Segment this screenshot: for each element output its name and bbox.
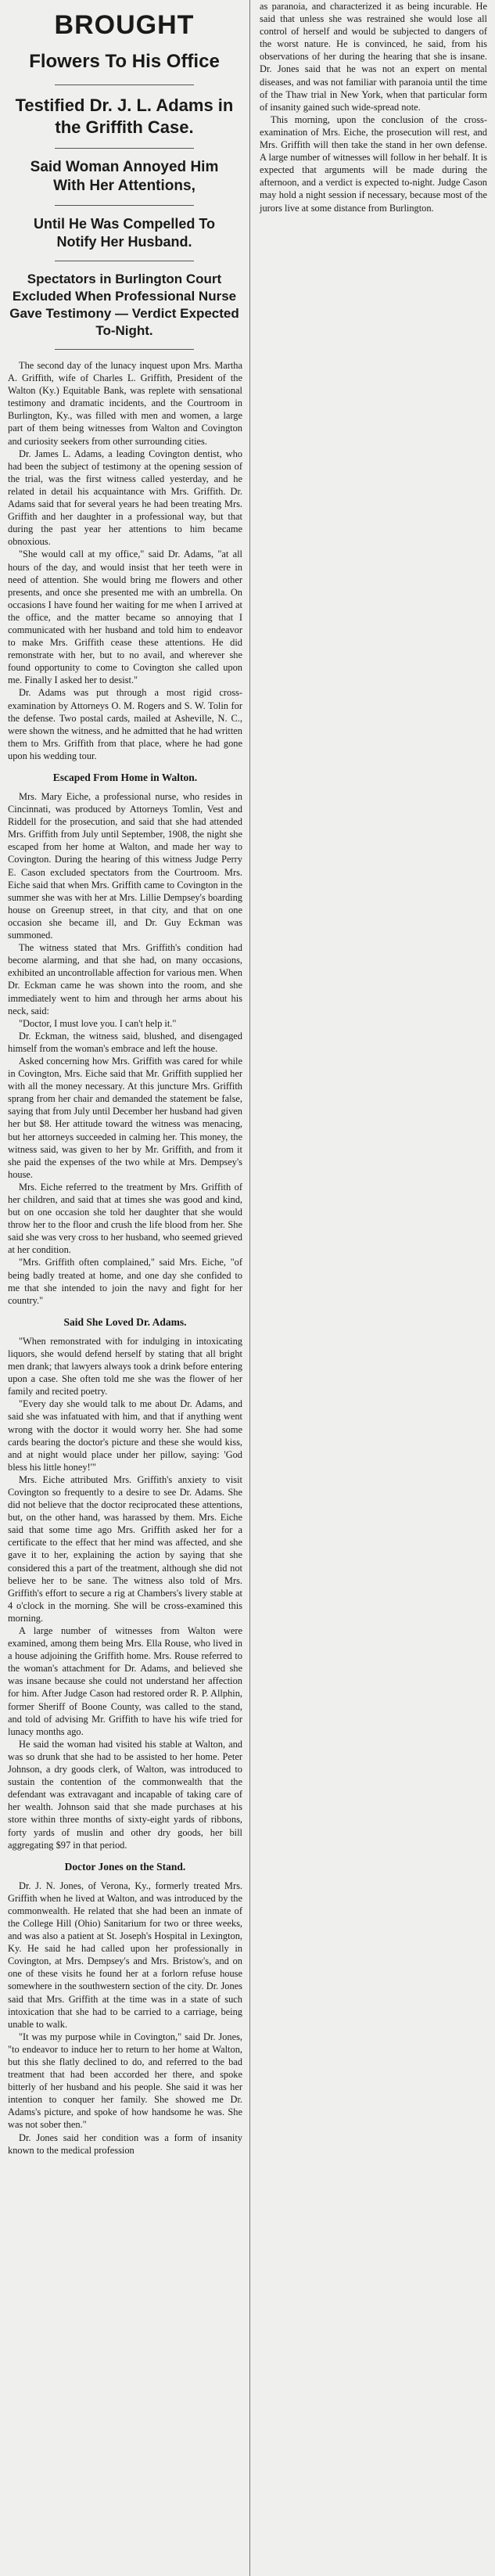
- paragraph: A large number of witnesses from Walton were examined, among them being Mrs. Ella Rouse, who lived in a house adjoining the Griffith home. Mrs. Rouse referred to the woman's attachment for Dr. Adams, and believed she was insane because she could not understand her affection for him. After Judge Cason had restored order R. P. Allphin, former Sheriff of Boone County, was called to the stand, and told of advising Mr. Griffith to have his wife tried for lunacy months ago.: [8, 1625, 242, 1737]
- sub-headline: Flowers To His Office: [29, 51, 220, 72]
- left-column: [0, 0, 249, 2157]
- deck-divider-1: [55, 148, 194, 149]
- article-body-left: [0, 359, 249, 2157]
- paragraph: This morning, upon the conclusion of the cross-examination of Mrs. Eiche, the prosecution will rest, and Mrs. Griffith will then take the stand in her own defense. A large number of witnesses will follow in her behalf. It is expected that arguments will be made during the afternoon, and a verdict is expected to-night. Judge Cason may hold a night session if necessary, because most of the jurors live at some distance from Burlington.: [260, 113, 487, 214]
- paragraph: as paranoia, and characterized it as being incurable. He said that unless she was restrained she would lose all control of herself and would be subjected to dangers of the worst nature. He is convinced, he said, from his observations of her during the hearing that she is insane. Dr. Jones said that he was not an expert on mental diseases, and was not familiar with paranoia until the time of the Thaw trial in New York, when that particular form of insanity gained such wide-spread note.: [260, 1, 487, 113]
- deck-divider-2: [55, 205, 194, 206]
- paragraph: Dr. Adams was put through a most rigid cross-examination by Attorneys O. M. Rogers and S. W. Tolin for the defense. Two postal cards, mailed at Asheville, N. C., were shown the witness, and he admitted that he had written them to Mrs. Griffith from that place, where he had gone upon his wedding tour.: [8, 687, 242, 761]
- paragraph: "When remonstrated with for indulging in intoxicating liquors, she would defend herself by stating that all bright men drank; that lawyers always took a drink before entering upon a case. She often told me she was the flower of her family and recited poetry.: [8, 1335, 242, 1398]
- paragraph: "Every day she would talk to me about Dr. Adams, and said she was infatuated with him, and that if anything went wrong with the doctor it would worry her. She had some cards bearing the doctor's picture and these she would kiss, and at night would place under her pillow, saying: 'God bless his little honey!'": [8, 1398, 242, 1473]
- deck-3: Until He Was Compelled To Notify Her Husband.: [33, 216, 215, 250]
- column-divider: [249, 0, 250, 2576]
- deck-divider-4: [55, 349, 194, 350]
- deck-1: Testified Dr. J. L. Adams in the Griffith Case.: [15, 95, 234, 137]
- paragraph: "Mrs. Griffith often complained," said Mrs. Eiche, "of being badly treated at home, and one day she confided to me that she intended to join the navy and fight for her country.": [8, 1257, 242, 1306]
- paragraph: The second day of the lunacy inquest upon Mrs. Martha A. Griffith, wife of Charles L. Griffith, President of the Walton (Ky.) Equitable Bank, was replete with sensational testimony and dramatic incidents, and the Courtroom in Burlington, Ky., was filled with men and women, a large part of them being witnesses from Walton and Covington and curiosity seekers from other surrounding cities.: [8, 360, 242, 447]
- paragraph: Mrs. Mary Eiche, a professional nurse, who resides in Cincinnati, was produced by Attorneys Tomlin, Vest and Riddell for the prosecution, and said that she had attended Mrs. Griffith from July until September, 1908, the night she escaped from her home at Walton, and made her way to Covington. During the hearing of this witness Judge Perry E. Cason excluded spectators from the Courtroom. Mrs. Eiche said that when Mrs. Griffith came to Covington in the summer she was with her at Mrs. Lillie Dempsey's boarding house on Greenup street, in that city, and that on one occasion she became ill, and Dr. Guy Eckman was summoned.: [8, 791, 242, 941]
- article-body-right: [252, 0, 493, 214]
- paragraph: Mrs. Eiche referred to the treatment by Mrs. Griffith of her children, and said that at times she was good and kind, but on one occasion she told her daughter that she would throw her to the floor and crush the life blood from her. She said she was very cross to her husband, who seemed grieved at her condition.: [8, 1181, 242, 1256]
- right-column: [252, 0, 493, 214]
- paragraph: "It was my purpose while in Covington," said Dr. Jones, "to endeavor to induce her to return to her home at Walton, but this she flatly declined to do, and referred to the bad treatment that had been accorded her there, and spoke bitterly of her husband and his people. She said it was her intention to conquer her family. She showed me Dr. Adams's picture, and spoke of how handsome he was. She was not sober then.": [8, 2031, 242, 2131]
- paragraph: "Doctor, I must love you. I can't help it.": [19, 1017, 177, 1029]
- paragraph: Dr. Eckman, the witness said, blushed, and disengaged himself from the woman's embrace and left the house.: [8, 1030, 242, 1054]
- subheading-escaped: Escaped From Home in Walton.: [52, 772, 198, 783]
- deck-4: Spectators in Burlington Court Excluded When Professional Nurse Gave Testimony — Verdict Expected To-Night.: [9, 272, 239, 338]
- paragraph: Asked concerning how Mrs. Griffith was cared for while in Covington, Mrs. Eiche said that Mr. Griffith supplied her with all the money necessary. At this juncture Mrs. Griffith sprang from her chair and demanded the statement be false, saying that from July until December her husband had given her but $8. Her attitude toward the witness was menacing, but her attorneys succeeded in calming her. This money, the witness said, was given to her by Mr. Griffith, and from it she paid the expenses of the two while at Mrs. Dempsey's house.: [8, 1055, 242, 1180]
- paragraph: Dr. Jones said her condition was a form of insanity known to the medical profession: [8, 2132, 242, 2156]
- subheading-loved: Said She Loved Dr. Adams.: [63, 1315, 187, 1328]
- paragraph: "She would call at my office," said Dr. Adams, "at all hours of the day, and would insist that her teeth were in need of attention. She would bring me flowers and other presents, and once she presented me with an umbrella. On occasions I have found her waiting for me when I arrived at the office, and the matter became so annoying that I communicated with her husband and told him to endeavor to make Mrs. Griffith cease these attentions. He did remonstrate with her, but to no avail, and wherever she found opportunity to come to Covington she called upon me. Finally I asked her to desist.": [8, 549, 242, 686]
- paragraph: He said the woman had visited his stable at Walton, and was so drunk that she had to be assisted to her home. Peter Johnson, a dry goods clerk, of Walton, was introduced to sustain the contention of the commonwealth that the defendant was extravagant and incapable of taking care of her wealth. Johnson said that she made purchases at his store within three months of sixty-eight yards of ribbons, forty yards of muslin and other dry goods, her bill aggregating $97 in that period.: [8, 1738, 242, 1851]
- paragraph: The witness stated that Mrs. Griffith's condition had become alarming, and that she had, on many occasions, exhibited an uncontrollable affection for various men. When Dr. Eckman came he was shown into the room, and she immediately went to him and through her arms about his neck, said:: [8, 942, 242, 1016]
- subheading-jones: Doctor Jones on the Stand.: [64, 1860, 186, 1873]
- deck-2: Said Woman Annoyed Him With Her Attentions,: [30, 159, 219, 194]
- paragraph: Mrs. Eiche attributed Mrs. Griffith's anxiety to visit Covington so frequently to a desire to see Dr. Adams. She did not believe that the doctor reciprocated these attentions, but, on the other hand, was harassed by them. Mrs. Eiche said that some time ago Mrs. Griffith asked her for a certificate to the effect that her mind was affected, and she gave it to her, explaining the action by saying that she considered this a part of the treatment, although she did not believe her to be sane. The witness also told of Mrs. Griffith's effort to secure a rig at Chambers's livery stable at 4 o'clock in the morning. She will be cross-examined this morning.: [8, 1473, 242, 1624]
- main-headline: BROUGHT: [54, 10, 195, 40]
- paragraph: Dr. James L. Adams, a leading Covington dentist, who had been the subject of testimony at the opening session of the trial, was the first witness called yesterday, and he related in detail his acquaintance with Mrs. Griffith. Dr. Adams said that for several years he had been treating Mrs. Griffith and her daughter in a professional way, but that during the past year her attentions to him became obnoxious.: [8, 448, 242, 548]
- paragraph: Dr. J. N. Jones, of Verona, Ky., formerly treated Mrs. Griffith when he lived at Walton, and was introduced by the commonwealth. He related that she had been an inmate of the College Hill (Ohio) Sanitarium for two or three weeks, and was also a patient at St. Joseph's Hospital in Lexington, Ky. He said he had called upon her professionally in Covington, at Mrs. Dempsey's and Mrs. Bristow's, and on one of these visits he found her at a forlorn refuse house somewhere in the southwestern section of the city. Dr. Jones said that Mrs. Griffith at the time was in a state of such intoxication that she had to be carried to a carriage, being unable to walk.: [8, 1880, 242, 2030]
